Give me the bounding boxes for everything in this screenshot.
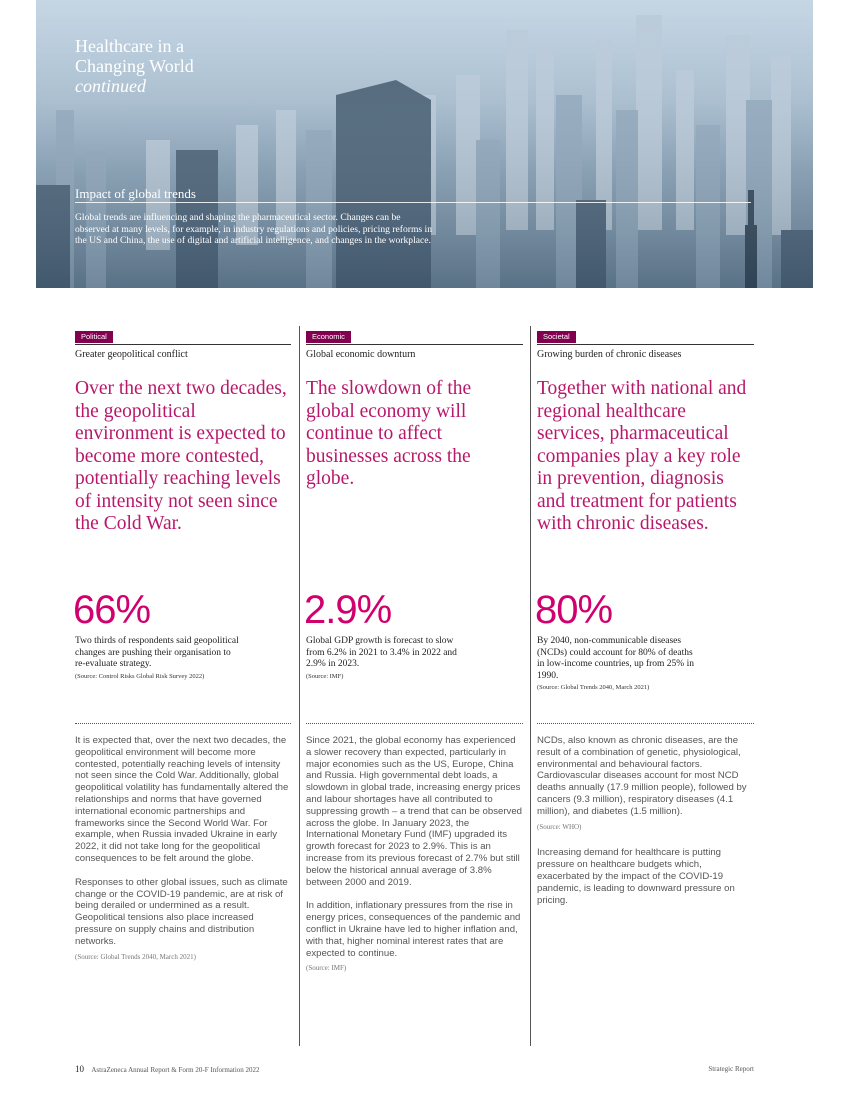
societal-column [537,326,754,536]
stat-text: Global GDP growth is forecast to slow from 6.2% in 2021 to 3.4% in 2022 and 2.9% in 2023. [306,636,457,669]
paragraph: Increasing demand for healthcare is putting pressure on healthcare budgets which, exacerbated by the impact of the COVID-19 pandemic, is leading to downward pressure on pricing. [537,847,735,906]
trend-title: Growing burden of chronic diseases [537,349,682,360]
hero-divider [75,202,751,203]
paragraph: It is expected that, over the next two decades, the geopolitical environment will become more contested, potentially reaching levels of intensity not seen since the Cold War. Additionally, global geopolitical volatility has fundamentally altered the relationships and norms that have governed international economic partnerships and frameworks since the Second World War. For example, when Russia invaded Ukraine in early 2022, it did not take long for the geopolitical consequences to be felt around the globe. [75,735,289,864]
title-line-2: Changing World [75,56,194,76]
stat-source: (Source: IMF) [306,672,344,680]
tag-divider [306,344,523,345]
political-column [75,326,291,536]
category-tag: Societal [537,331,576,343]
paragraph: NCDs, also known as chronic diseases, are the result of a combination of genetic, physiological, environmental and behavioural factors. Cardiovascular diseases account for most NCD deaths annually (17.9 million people), followed by cancers (9.3 million), respiratory diseases (4.1 million), and diabetes (1.5 million). [537,735,747,817]
paragraph: Since 2021, the global economy has experienced a slower recovery than expected, particularly in major economies such as the US, Europe, China and Russia. High governmental debt loads, a slowdown in global trade, increasing energy prices and labour shortages have all contributed to suppressing growth – a trend that can be observed across the globe. In January 2023, the International Monetary Fund (IMF) upgraded its growth forecast for 2023 to 2.9%. This is an increase from its previous forecast of 2.7% but still below the historical annual average of 3.8% between 2000 and 2019. [306,735,522,888]
tag-divider [75,344,291,345]
stat-figure: 2.9% [304,588,392,632]
stat-description [75,636,240,681]
paragraph: Responses to other global issues, such as climate change or the COVID-19 pandemic, are at risk of being derailed or undermined as a result. Geopolitical tensions also place increased pressure on supply chains and distribution networks. [75,876,288,947]
stat-source: (Source: Control Risks Global Risk Survey 2022) [75,672,205,680]
source-note: (Source: WHO) [537,822,582,831]
stat-description [306,636,471,681]
hero-banner [36,0,813,288]
body-text [537,735,754,918]
trend-title: Global economic downturn [306,349,416,360]
category-tag: Political [75,331,113,343]
title-line-3: continued [75,76,146,96]
trend-title: Greater geopolitical conflict [75,349,188,360]
stat-figure: 66% [73,588,151,632]
category-tag: Economic [306,331,351,343]
source-note: (Source: IMF) [306,964,347,973]
stat-source: (Source: Global Trends 2040, March 2021) [537,684,650,691]
source-note: (Source: Global Trends 2040, March 2021) [75,952,196,961]
hero-subheading: Impact of global trends [75,186,196,201]
page-footer [75,1064,754,1074]
pull-quote: The slowdown of the global economy will continue to affect businesses across the globe. [306,378,472,489]
pull-quote: Over the next two decades, the geopolitical environment is expected to become more contested, potentially reaching levels of intensity not seen since the Cold War. [75,378,287,534]
column-divider [299,326,300,1046]
title-line-1: Healthcare in a [75,36,184,56]
paragraph: In addition, inflationary pressures from the rise in energy prices, consequences of the pandemic and conflict in Ukraine have led to higher inflation and, with that, higher nominal interest rates that are expected to continue. [306,900,521,959]
stat-description [537,636,702,692]
stat-text: Two thirds of respondents said geopolitical changes are pushing their organisation to re-evaluate strategy. [75,636,239,669]
section-name: Strategic Report [708,1065,754,1073]
dotted-divider [306,723,523,724]
page-number: 10 [75,1064,84,1074]
tag-divider [537,344,754,345]
stat-text: By 2040, non-communicable diseases (NCDs) could account for 80% of deaths in low-income countries, up from 25% in 1990. [537,636,694,681]
column-divider [530,326,531,1046]
body-text [306,735,523,989]
pull-quote: Together with national and regional healthcare services, pharmaceutical companies play a key role in prevention, diagnosis and treatment for patients with chronic diseases. [537,378,747,534]
dotted-divider [537,723,754,724]
economic-column [306,326,523,491]
section-title [75,36,194,96]
body-text [75,735,291,977]
dotted-divider [75,723,291,724]
report-title: AstraZeneca Annual Report & Form 20-F Information 2022 [91,1066,260,1074]
hero-body-text: Global trends are influencing and shaping the pharmaceutical sector. Changes can be observed at many levels, for example, in industry regulations and policies, pricing reforms in the US and China, the use of digital and artificial intelligence, and changes in the workplace. [75,212,433,247]
stat-figure: 80% [535,588,613,632]
